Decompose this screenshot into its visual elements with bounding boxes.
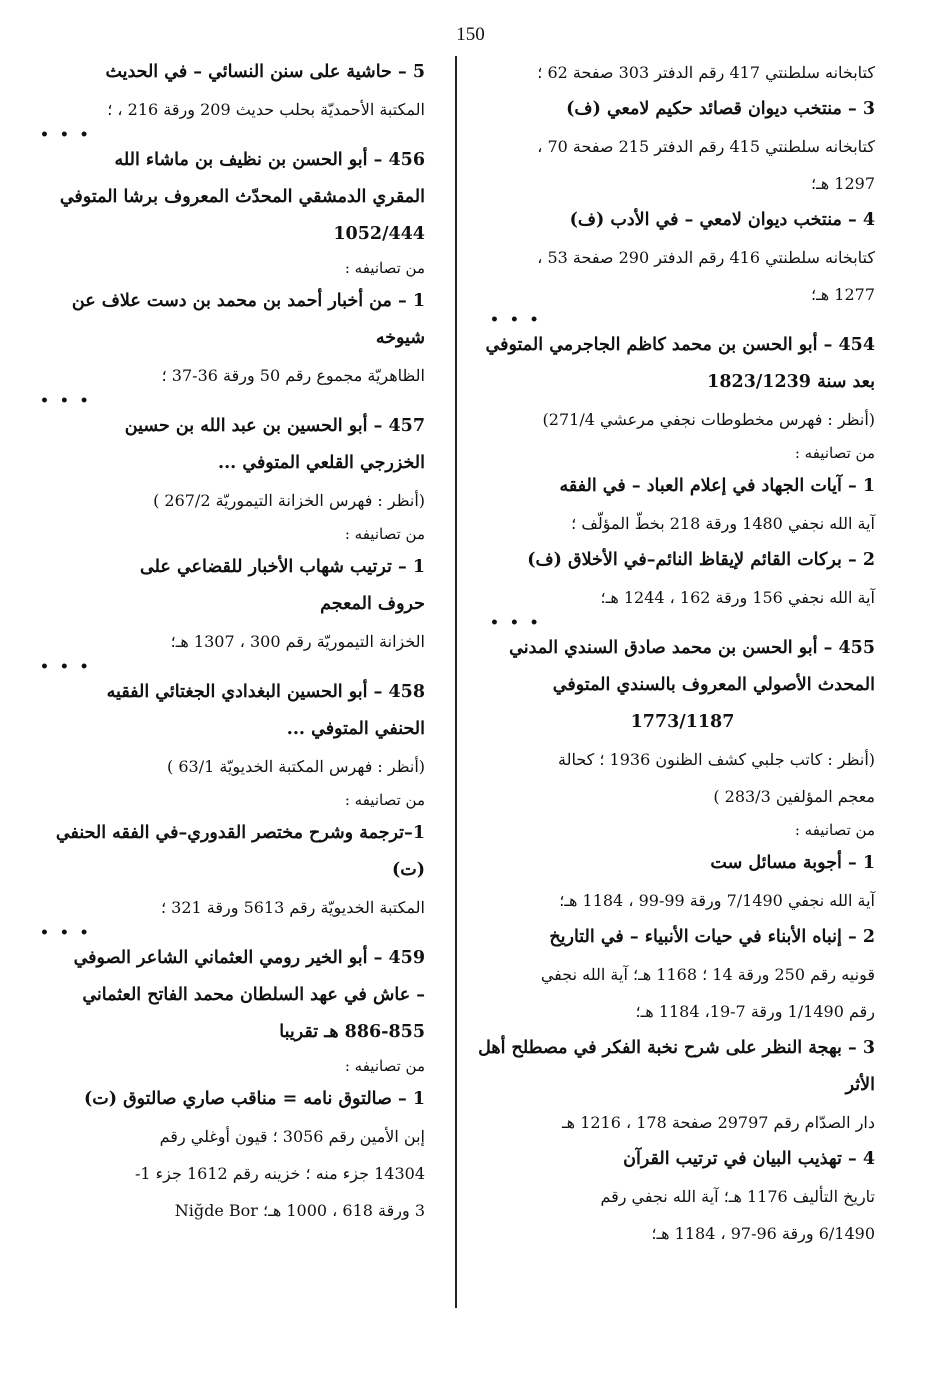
right-entry-heading: 1773/1187	[630, 712, 735, 732]
left-works-label: من تصانيفه :	[344, 259, 425, 277]
right-manuscript-detail: رقم 1/1490 ورقة 7-19، 1184 هـ؛	[635, 1002, 875, 1021]
right-entry-heading: 2 – بركات القائم لإيقاظ النائم–في الأخلاق (ف)	[527, 550, 875, 570]
left-manuscript-detail: 3 ورقة 618 ، 1000 هـ؛ Niğde Bor	[174, 1201, 425, 1220]
left-manuscript-detail: (أنظر : فهرس المكتبة الخديويّة 63/1 )	[167, 757, 425, 776]
right-entry-heading: 4 – تهذيب البيان في ترتيب القرآن	[623, 1149, 875, 1169]
right-separator-dots: • • •	[490, 312, 542, 328]
right-entry-heading: 4 – منتخب ديوان لامعي – في الأدب (ف)	[569, 210, 875, 230]
right-entry-heading: 3 – منتخب ديوان قصائد حكيم لامعي (ف)	[566, 99, 875, 119]
right-manuscript-detail: آية الله نجفي 7/1490 ورقة 99-99 ، 1184 هـ؛	[559, 891, 875, 910]
left-manuscript-detail: المكتبة الخديويّة رقم 5613 ورقة 321 ؛	[160, 898, 425, 917]
left-manuscript-detail: الخزانة التيموريّة رقم 300 ، 1307 هـ؛	[170, 632, 425, 651]
left-works-label: من تصانيفه :	[344, 1057, 425, 1075]
right-entry-heading: 455 – أبو الحسن بن محمد صادق السندي المدني	[509, 638, 875, 658]
right-entry-heading: بعد سنة 1823/1239	[707, 372, 875, 392]
right-entry-heading: 3 – بهجة النظر على شرح نخبة الفكر في مصطلح أهل	[478, 1038, 875, 1058]
left-entry-heading: المقري الدمشقي المحدّث المعروف برشا المتوفي	[59, 187, 425, 207]
right-separator-dots: • • •	[490, 615, 542, 631]
left-entry-heading: 456 – أبو الحسن بن نظيف بن ماشاء الله	[114, 150, 425, 170]
left-entry-heading: 1052/444	[333, 224, 425, 244]
left-manuscript-detail: إبن الأمين رقم 3056 ؛ قيون أوغلي رقم	[159, 1127, 425, 1146]
left-works-label: من تصانيفه :	[344, 525, 425, 543]
left-entry-heading: 458 – أبو الحسين البغدادي الجغتائي الفقيه	[106, 682, 425, 702]
left-separator-dots: • • •	[40, 393, 92, 409]
left-entry-heading: 886-855 هـ تقريبا	[279, 1022, 425, 1042]
right-manuscript-detail: معجم المؤلفين 283/3 )	[713, 787, 875, 806]
page-number: 150	[456, 24, 485, 45]
left-entry-heading: 1 – صالتوق نامه = مناقب صاري صالتوق (ت)	[83, 1089, 425, 1109]
right-entry-heading: 454 – أبو الحسن بن محمد كاظم الجاجرمي المتوفي	[485, 335, 875, 355]
right-manuscript-detail: كتابخانه سلطنتي 417 رقم الدفتر 303 صفحة 62 ؛	[537, 63, 875, 82]
left-entry-heading: 457 – أبو الحسين بن عبد الله بن حسين	[124, 416, 425, 436]
left-entry-heading: الخزرجي القلعي المتوفي ...	[217, 453, 425, 473]
left-entry-heading: شيوخه	[375, 328, 425, 348]
right-manuscript-detail: كتابخانه سلطنتي 416 رقم الدفتر 290 صفحة 53 ،	[537, 248, 875, 267]
right-manuscript-detail: (أنظر : فهرس مخطوطات نجفي مرعشي 271/4)	[542, 410, 875, 429]
right-manuscript-detail: 1277 هـ؛	[810, 285, 875, 304]
right-entry-heading: 2 – إنباه الأبناء في حيات الأنبياء – في التاريخ	[549, 927, 875, 947]
right-manuscript-detail: دار الصدّام رقم 29797 صفحة 178 ، 1216 هـ	[561, 1113, 875, 1132]
right-entry-heading: الأثر	[845, 1075, 875, 1095]
left-separator-dots: • • •	[40, 659, 92, 675]
right-manuscript-detail: كتابخانه سلطنتي 415 رقم الدفتر 215 صفحة 70 ،	[537, 137, 875, 156]
left-manuscript-detail: (أنظر : فهرس الخزانة التيموريّة 267/2 )	[153, 491, 425, 510]
left-entry-heading: 459 – أبو الخير رومي العثماني الشاعر الصوفي	[73, 948, 425, 968]
left-entry-heading: – عاش في عهد السلطان محمد الفاتح العثماني	[82, 985, 425, 1005]
left-entry-heading: الحنفي المتوفي ...	[286, 719, 425, 739]
column-divider	[455, 56, 457, 1308]
right-manuscript-detail: تاريخ التأليف 1176 هـ؛ آية الله نجفي رقم	[600, 1187, 875, 1206]
right-column	[478, 54, 875, 1252]
right-works-label: من تصانيفه :	[794, 444, 875, 462]
left-separator-dots: • • •	[40, 127, 92, 143]
right-manuscript-detail: قونيه رقم 250 ورقة 14 ؛ 1168 هـ؛ آية الله نجفي	[540, 965, 875, 984]
right-manuscript-detail: 1297 هـ؛	[810, 174, 875, 193]
left-manuscript-detail: 14304 جزء منه ؛ خزينه رقم 1612 جزء 1-	[134, 1164, 425, 1183]
left-works-label: من تصانيفه :	[344, 791, 425, 809]
left-entry-heading: (ت)	[391, 860, 425, 880]
right-works-label: من تصانيفه :	[794, 821, 875, 839]
left-separator-dots: • • •	[40, 925, 92, 941]
left-manuscript-detail: المكتبة الأحمديّة بحلب حديث 209 ورقة 216 ، ؛	[107, 100, 425, 119]
left-entry-heading: 1–ترجمة وشرح مختصر القدوري–في الفقه الحنفي	[55, 823, 425, 843]
right-manuscript-detail: (أنظر : كاتب جلبي كشف الظنون 1936 ؛ كحالة	[558, 750, 875, 769]
left-entry-heading: 1 – ترتيب شهاب الأخبار للقضاعي على	[140, 557, 425, 577]
left-entry-heading: 5 – حاشية على سنن النسائي – في الحديث	[105, 62, 425, 82]
left-entry-heading: حروف المعجم	[320, 594, 425, 614]
left-entry-heading: 1 – من أخبار أحمد بن محمد بن دست علاف عن	[71, 291, 425, 311]
left-column	[40, 54, 425, 1229]
right-manuscript-detail: آية الله نجفي 156 ورقة 162 ، 1244 هـ؛	[600, 588, 875, 607]
left-manuscript-detail: الظاهريّة مجموع رقم 50 ورقة 36-37 ؛	[161, 366, 425, 385]
right-entry-heading: 1 – أجوبة مسائل ست	[710, 853, 875, 873]
right-manuscript-detail: 6/1490 ورقة 96-97 ، 1184 هـ؛	[651, 1224, 875, 1243]
right-entry-heading: المحدث الأصولي المعروف بالسندي المتوفي	[552, 675, 875, 695]
right-entry-heading: 1 – آيات الجهاد في إعلام العباد – في الفقه	[559, 476, 875, 496]
right-manuscript-detail: آية الله نجفي 1480 ورقة 218 بخطّ المؤلّف ؛	[571, 514, 875, 533]
